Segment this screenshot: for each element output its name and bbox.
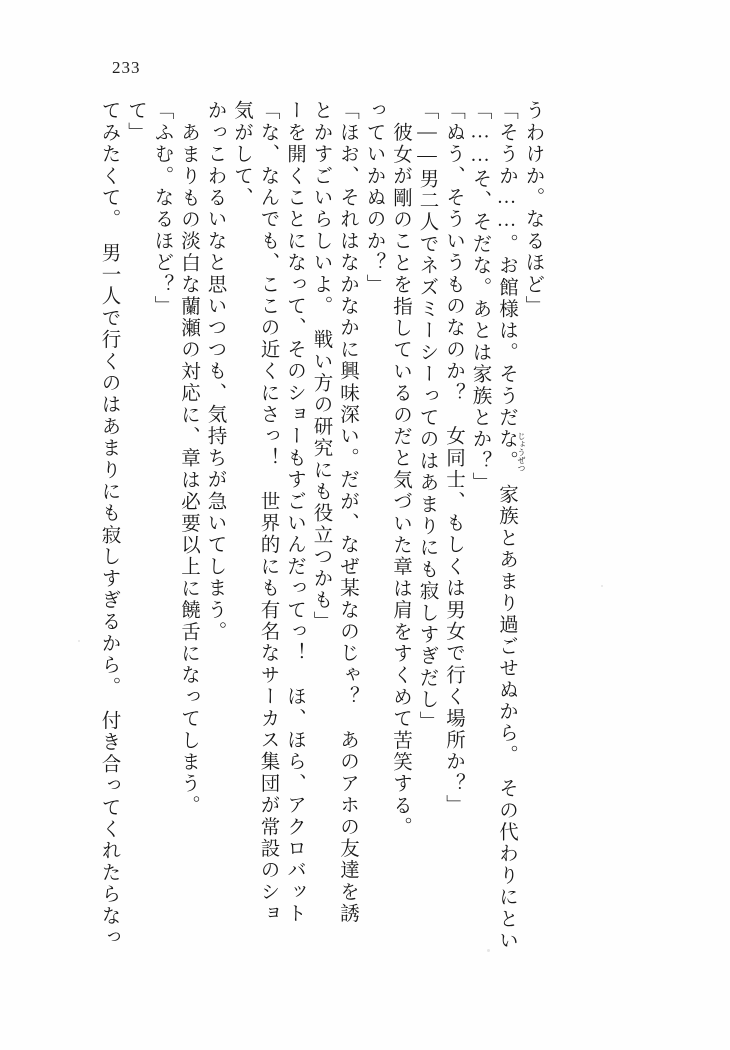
ruby-annotation: じょうぜつ (517, 432, 526, 472)
text-column: 「ふむ。なるほど？」 (151, 100, 173, 317)
text-column: あまりもの淡白な蘭瀬の対応に、章は必要以上に饒舌になってしまう。 (178, 122, 199, 817)
page-number: 233 (112, 58, 141, 77)
text-column: とかすごいらしいよ。 戦い方の研究にも役立つかも」 (310, 100, 332, 633)
text-column: 「ぬう、そういうものなのか？ 女同士、もしくは男女で行く場所か？」 (443, 100, 464, 817)
scan-speckle (78, 640, 80, 642)
text-column: 「な、なんでも、ここの近くにさっ！ 世界的にも有名なサーカス集団が常設のショ (257, 100, 279, 925)
text-column: うわけか。なるほど」 (522, 100, 544, 317)
text-column: 「……そ、そだな。あとは家族とか？」 (469, 100, 491, 494)
scan-speckle (601, 585, 603, 587)
text-column: かっこわるいなと思いつつも、気持ちが急いてしまう。 (204, 100, 226, 643)
text-column: て」 (125, 100, 146, 144)
text-column: 「――男二人でネズミーシーってのはあまりにも寂しすぎだし」 (416, 100, 438, 733)
text-column: っていかぬのか？」 (363, 100, 385, 296)
text-column: 気がして、 (231, 100, 252, 209)
text-column: 「ほお、それはなかなかに興味深い。だが、なぜ某なのじゃ？ あのアホの友達を誘 (337, 100, 358, 925)
text-column: てみたくて。 男一人で行くのはあまりにも寂しすぎるから。 付き合ってくれたらなっ (98, 100, 120, 949)
vertical-text-body (92, 100, 652, 960)
text-column: ーを開くことになって、そのショーもすごいんだってっ！ ほ、ほら、アクロバット (284, 100, 305, 925)
text-column: 彼女が剛のことを指しているのだと気づいた章は肩をすくめて苦笑する。 (390, 122, 411, 839)
scan-speckle (487, 949, 490, 952)
text-column: 「そうか……。お館様は。そうだな。 家族とあまり過ごせぬから。 その代わりにとい (496, 100, 517, 952)
